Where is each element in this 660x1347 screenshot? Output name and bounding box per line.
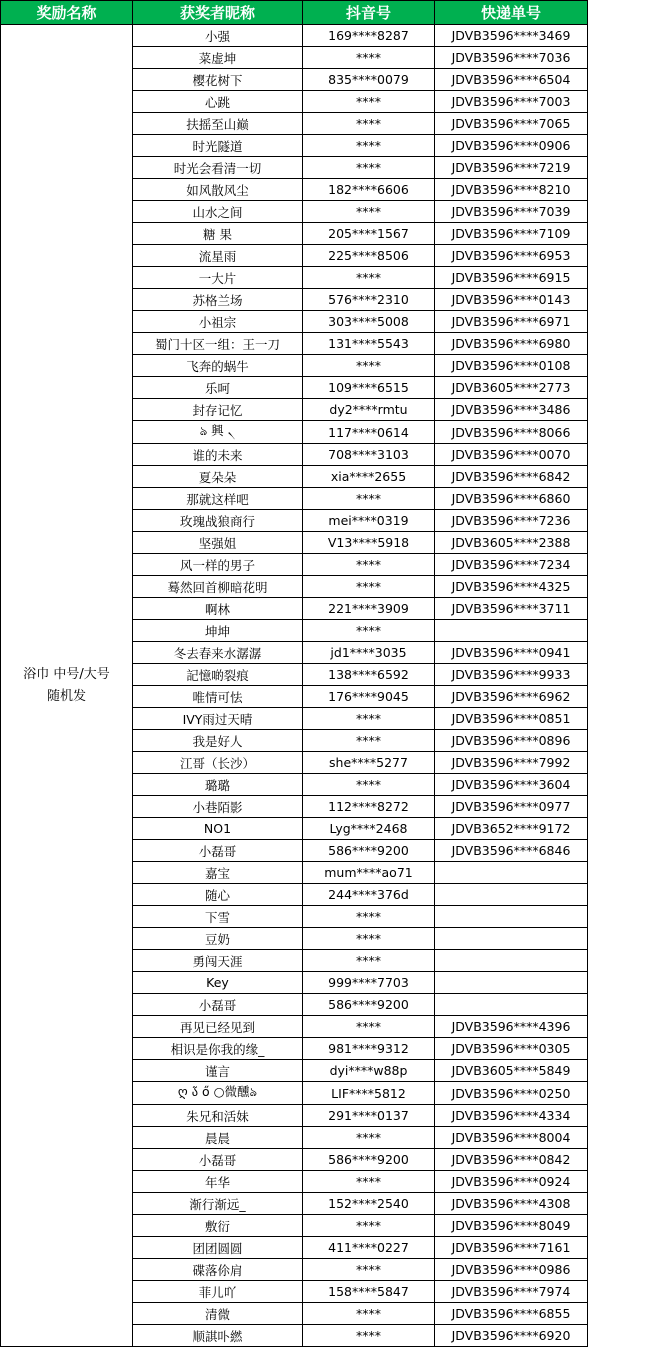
douyin-id-cell: **** — [303, 730, 435, 752]
douyin-id-cell: mum****ao71 — [303, 862, 435, 884]
tracking-number-cell: JDVB3596****4325 — [435, 576, 588, 598]
tracking-number-cell: JDVB3652****9172 — [435, 818, 588, 840]
tracking-number-cell: JDVB3596****0842 — [435, 1149, 588, 1171]
award-note: 随机发 — [46, 688, 86, 704]
douyin-id-cell: **** — [303, 774, 435, 796]
douyin-id-cell: **** — [303, 1325, 435, 1347]
tracking-number-cell: JDVB3596****6504 — [435, 69, 588, 91]
nickname-cell: 渐行渐远_ — [133, 1193, 303, 1215]
douyin-id-cell: 999****7703 — [303, 972, 435, 994]
douyin-id-cell: **** — [303, 47, 435, 69]
douyin-id-cell: **** — [303, 576, 435, 598]
nickname-cell: 冬去春来水潺潺 — [133, 642, 303, 664]
nickname-cell: 唯情可怯 — [133, 686, 303, 708]
nickname-cell: 一大片 — [133, 267, 303, 289]
douyin-id-cell: 152****2540 — [303, 1193, 435, 1215]
tracking-number-cell: JDVB3596****7234 — [435, 554, 588, 576]
nickname-cell: 蜀门十区一组：王一刀 — [133, 333, 303, 355]
douyin-id-cell: 138****6592 — [303, 664, 435, 686]
douyin-id-cell: **** — [303, 1303, 435, 1325]
tracking-number-cell: JDVB3596****6971 — [435, 311, 588, 333]
table-body — [1, 25, 588, 1347]
nickname-cell: 如风散风尘 — [133, 179, 303, 201]
douyin-id-cell: **** — [303, 906, 435, 928]
nickname-cell: 谁的未来 — [133, 444, 303, 466]
douyin-id-cell: 576****2310 — [303, 289, 435, 311]
tracking-number-cell: JDVB3596****7219 — [435, 157, 588, 179]
award-cell — [1, 25, 133, 1347]
nickname-cell: 敷衍 — [133, 1215, 303, 1237]
tracking-number-cell: JDVB3596****7003 — [435, 91, 588, 113]
table-row — [1, 25, 588, 47]
nickname-cell: 菜虚坤 — [133, 47, 303, 69]
nickname-cell: 下雪 — [133, 906, 303, 928]
nickname-cell: 朱兄和活妹 — [133, 1105, 303, 1127]
tracking-number-cell: JDVB3596****0977 — [435, 796, 588, 818]
douyin-id-cell: 835****0079 — [303, 69, 435, 91]
nickname-cell: 蓦然回首柳暗花明 — [133, 576, 303, 598]
douyin-id-cell: dy2****rmtu — [303, 399, 435, 421]
nickname-cell: 团团圆圆 — [133, 1237, 303, 1259]
tracking-number-cell: JDVB3596****0896 — [435, 730, 588, 752]
douyin-id-cell: **** — [303, 267, 435, 289]
nickname-cell: 乐呵 — [133, 377, 303, 399]
douyin-id-cell: **** — [303, 1016, 435, 1038]
tracking-number-cell: JDVB3596****4308 — [435, 1193, 588, 1215]
header-nickname: 获奖者昵称 — [133, 1, 303, 25]
tracking-number-cell: JDVB3596****0986 — [435, 1259, 588, 1281]
douyin-id-cell: 112****8272 — [303, 796, 435, 818]
tracking-number-cell: JDVB3596****7974 — [435, 1281, 588, 1303]
nickname-cell: 小磊哥 — [133, 1149, 303, 1171]
tracking-number-cell: JDVB3596****6920 — [435, 1325, 588, 1347]
nickname-cell: 时光隧道 — [133, 135, 303, 157]
douyin-id-cell: 981****9312 — [303, 1038, 435, 1060]
nickname-cell: 坤坤 — [133, 620, 303, 642]
tracking-number-cell: JDVB3596****0305 — [435, 1038, 588, 1060]
nickname-cell: ঌ 興 ৲ — [133, 421, 303, 444]
nickname-cell: 璐璐 — [133, 774, 303, 796]
tracking-number-cell — [435, 950, 588, 972]
tracking-number-cell: JDVB3596****7236 — [435, 510, 588, 532]
tracking-number-cell: JDVB3596****6842 — [435, 466, 588, 488]
douyin-id-cell: dyi****w88p — [303, 1060, 435, 1082]
tracking-number-cell: JDVB3596****0941 — [435, 642, 588, 664]
tracking-number-cell: JDVB3596****9933 — [435, 664, 588, 686]
nickname-cell: 記憶啲裂痕 — [133, 664, 303, 686]
douyin-id-cell: 225****8506 — [303, 245, 435, 267]
tracking-number-cell: JDVB3596****3711 — [435, 598, 588, 620]
header-douyin: 抖音号 — [303, 1, 435, 25]
douyin-id-cell: LIF****5812 — [303, 1082, 435, 1105]
douyin-id-cell: jd1****3035 — [303, 642, 435, 664]
nickname-cell: 勇闯天涯 — [133, 950, 303, 972]
nickname-cell: 清微 — [133, 1303, 303, 1325]
tracking-number-cell: JDVB3596****7109 — [435, 223, 588, 245]
douyin-id-cell: 303****5008 — [303, 311, 435, 333]
nickname-cell: 夏朵朵 — [133, 466, 303, 488]
nickname-cell: 风一样的男子 — [133, 554, 303, 576]
nickname-cell: 碟落伱肩 — [133, 1259, 303, 1281]
tracking-number-cell — [435, 972, 588, 994]
douyin-id-cell: **** — [303, 355, 435, 377]
nickname-cell: Key — [133, 972, 303, 994]
douyin-id-cell: **** — [303, 113, 435, 135]
tracking-number-cell — [435, 884, 588, 906]
douyin-id-cell: Lyg****2468 — [303, 818, 435, 840]
douyin-id-cell: **** — [303, 950, 435, 972]
tracking-number-cell: JDVB3596****6980 — [435, 333, 588, 355]
douyin-id-cell: 117****0614 — [303, 421, 435, 444]
nickname-cell: 小磊哥 — [133, 994, 303, 1016]
header-row — [1, 1, 588, 25]
tracking-number-cell: JDVB3596****3604 — [435, 774, 588, 796]
douyin-id-cell: 205****1567 — [303, 223, 435, 245]
nickname-cell: 时光会看清一切 — [133, 157, 303, 179]
douyin-id-cell: **** — [303, 157, 435, 179]
douyin-id-cell: **** — [303, 488, 435, 510]
tracking-number-cell: JDVB3596****0906 — [435, 135, 588, 157]
nickname-cell: 嘉宝 — [133, 862, 303, 884]
nickname-cell: 啊林 — [133, 598, 303, 620]
douyin-id-cell: **** — [303, 1259, 435, 1281]
douyin-id-cell: **** — [303, 708, 435, 730]
tracking-number-cell: JDVB3596****8066 — [435, 421, 588, 444]
tracking-number-cell — [435, 862, 588, 884]
douyin-id-cell: 291****0137 — [303, 1105, 435, 1127]
tracking-number-cell: JDVB3596****7992 — [435, 752, 588, 774]
douyin-id-cell: 586****9200 — [303, 840, 435, 862]
nickname-cell: 菲儿吖 — [133, 1281, 303, 1303]
nickname-cell: 封存记忆 — [133, 399, 303, 421]
douyin-id-cell: **** — [303, 135, 435, 157]
tracking-number-cell: JDVB3596****6915 — [435, 267, 588, 289]
nickname-cell: 苏格兰场 — [133, 289, 303, 311]
tracking-number-cell: JDVB3596****8004 — [435, 1127, 588, 1149]
award-name: 浴巾 中号/大号 — [23, 666, 110, 682]
tracking-number-cell — [435, 620, 588, 642]
nickname-cell: 流星雨 — [133, 245, 303, 267]
tracking-number-cell: JDVB3596****0851 — [435, 708, 588, 730]
douyin-id-cell: 158****5847 — [303, 1281, 435, 1303]
douyin-id-cell: xia****2655 — [303, 466, 435, 488]
tracking-number-cell: JDVB3596****6953 — [435, 245, 588, 267]
tracking-number-cell: JDVB3596****8210 — [435, 179, 588, 201]
nickname-cell: 小强 — [133, 25, 303, 47]
tracking-number-cell: JDVB3596****7036 — [435, 47, 588, 69]
douyin-id-cell: **** — [303, 1171, 435, 1193]
nickname-cell: 小磊哥 — [133, 840, 303, 862]
nickname-cell: 相识是你我的缘_ — [133, 1038, 303, 1060]
nickname-cell: 那就这样吧 — [133, 488, 303, 510]
douyin-id-cell: 221****3909 — [303, 598, 435, 620]
nickname-cell: 心跳 — [133, 91, 303, 113]
tracking-number-cell: JDVB3596****8049 — [435, 1215, 588, 1237]
nickname-cell: NO1 — [133, 818, 303, 840]
nickname-cell: ღ ა̃ ő ○微醺ঌ — [133, 1082, 303, 1105]
nickname-cell: 樱花树下 — [133, 69, 303, 91]
douyin-id-cell: 586****9200 — [303, 994, 435, 1016]
tracking-number-cell: JDVB3596****0250 — [435, 1082, 588, 1105]
tracking-number-cell: JDVB3596****7161 — [435, 1237, 588, 1259]
nickname-cell: 随心 — [133, 884, 303, 906]
tracking-number-cell — [435, 994, 588, 1016]
douyin-id-cell: mei****0319 — [303, 510, 435, 532]
tracking-number-cell: JDVB3596****0143 — [435, 289, 588, 311]
tracking-number-cell: JDVB3605****5849 — [435, 1060, 588, 1082]
nickname-cell: 山水之间 — [133, 201, 303, 223]
douyin-id-cell: 586****9200 — [303, 1149, 435, 1171]
tracking-number-cell: JDVB3596****6846 — [435, 840, 588, 862]
nickname-cell: 坚强姐 — [133, 532, 303, 554]
tracking-number-cell: JDVB3596****7039 — [435, 201, 588, 223]
tracking-number-cell: JDVB3596****6962 — [435, 686, 588, 708]
nickname-cell: 糖 果 — [133, 223, 303, 245]
tracking-number-cell: JDVB3596****6860 — [435, 488, 588, 510]
nickname-cell: 飞奔的蜗牛 — [133, 355, 303, 377]
douyin-id-cell: **** — [303, 620, 435, 642]
nickname-cell: 豆奶 — [133, 928, 303, 950]
tracking-number-cell: JDVB3596****3469 — [435, 25, 588, 47]
nickname-cell: 顺諆卟繎 — [133, 1325, 303, 1347]
douyin-id-cell: 109****6515 — [303, 377, 435, 399]
nickname-cell: IVY雨过天晴 — [133, 708, 303, 730]
nickname-cell: 小巷陌影 — [133, 796, 303, 818]
tracking-number-cell: JDVB3596****4396 — [435, 1016, 588, 1038]
tracking-number-cell: JDVB3596****3486 — [435, 399, 588, 421]
douyin-id-cell: 176****9045 — [303, 686, 435, 708]
tracking-number-cell: JDVB3596****7065 — [435, 113, 588, 135]
douyin-id-cell: 131****5543 — [303, 333, 435, 355]
tracking-number-cell: JDVB3596****0070 — [435, 444, 588, 466]
tracking-number-cell: JDVB3605****2388 — [435, 532, 588, 554]
tracking-number-cell — [435, 906, 588, 928]
nickname-cell: 年华 — [133, 1171, 303, 1193]
douyin-id-cell: 182****6606 — [303, 179, 435, 201]
douyin-id-cell: **** — [303, 1127, 435, 1149]
douyin-id-cell: 708****3103 — [303, 444, 435, 466]
tracking-number-cell: JDVB3596****4334 — [435, 1105, 588, 1127]
nickname-cell: 小祖宗 — [133, 311, 303, 333]
nickname-cell: 我是好人 — [133, 730, 303, 752]
header-tracking: 快递单号 — [435, 1, 588, 25]
tracking-number-cell — [435, 928, 588, 950]
douyin-id-cell: she****5277 — [303, 752, 435, 774]
nickname-cell: 玫瑰战狼商行 — [133, 510, 303, 532]
nickname-cell: 扶摇至山巅 — [133, 113, 303, 135]
douyin-id-cell: **** — [303, 1215, 435, 1237]
douyin-id-cell: **** — [303, 554, 435, 576]
tracking-number-cell: JDVB3605****2773 — [435, 377, 588, 399]
tracking-number-cell: JDVB3596****0924 — [435, 1171, 588, 1193]
douyin-id-cell: **** — [303, 928, 435, 950]
nickname-cell: 再见已经见到 — [133, 1016, 303, 1038]
table-header — [1, 1, 588, 25]
nickname-cell: 晨晨 — [133, 1127, 303, 1149]
header-award: 奖励名称 — [1, 1, 133, 25]
douyin-id-cell: 411****0227 — [303, 1237, 435, 1259]
nickname-cell: 谨言 — [133, 1060, 303, 1082]
tracking-number-cell: JDVB3596****6855 — [435, 1303, 588, 1325]
douyin-id-cell: 244****376d — [303, 884, 435, 906]
nickname-cell: 江哥（长沙） — [133, 752, 303, 774]
douyin-id-cell: **** — [303, 201, 435, 223]
douyin-id-cell: **** — [303, 91, 435, 113]
douyin-id-cell: V13****5918 — [303, 532, 435, 554]
tracking-number-cell: JDVB3596****0108 — [435, 355, 588, 377]
douyin-id-cell: 169****8287 — [303, 25, 435, 47]
